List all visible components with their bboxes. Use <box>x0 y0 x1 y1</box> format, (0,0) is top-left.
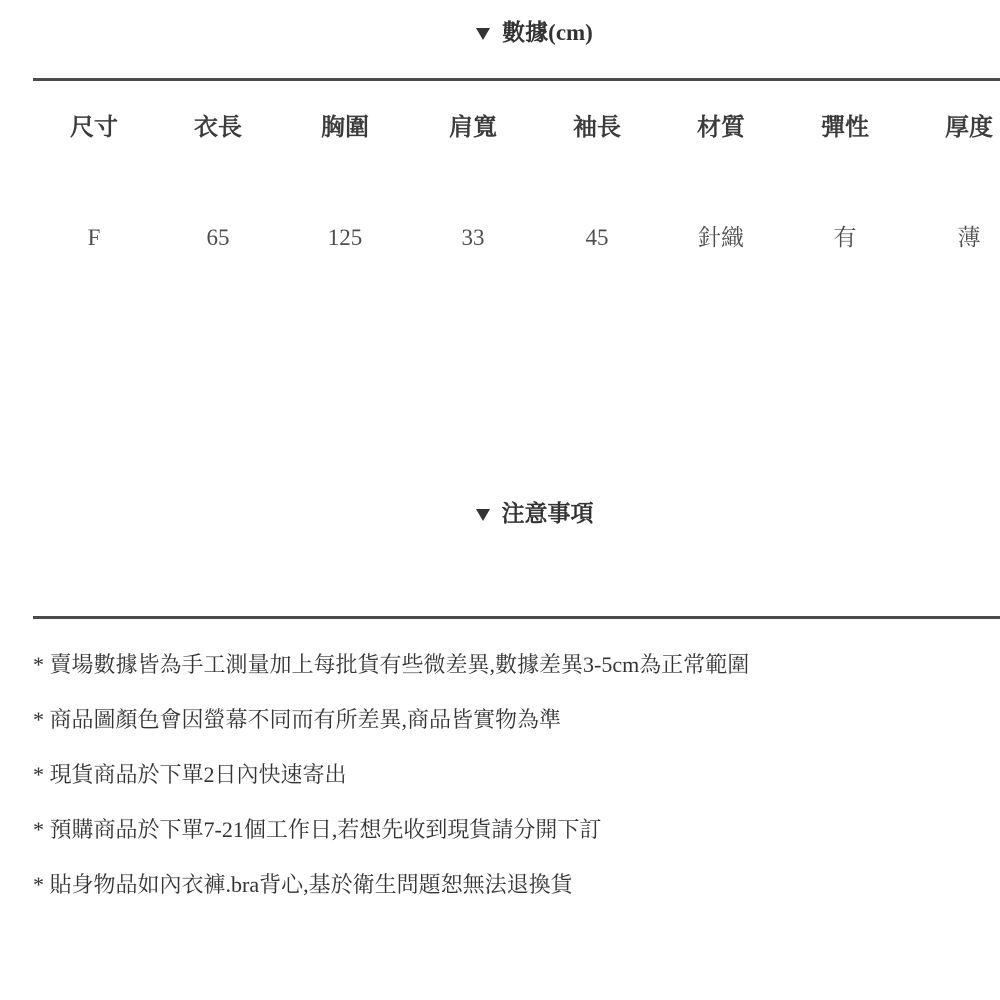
list-item: * 貼身物品如內衣褲.bra背心,基於衛生問題恕無法退換貨 <box>33 872 573 897</box>
list-item: * 現貨商品於下單2日內快速寄出 <box>33 762 347 787</box>
list-item: * 商品圖顏色會因螢幕不同而有所差異,商品皆實物為準 <box>33 707 562 732</box>
cell-size: F <box>87 225 101 250</box>
cell-material: 針織 <box>698 225 744 250</box>
notes-section-title <box>69 499 1000 529</box>
triangle-down-icon <box>476 509 490 521</box>
cell-chest: 125 <box>327 225 363 250</box>
header-cell-elasticity: 彈性 <box>821 114 869 141</box>
cell-sleeve: 45 <box>585 225 609 250</box>
header-cell-material: 材質 <box>697 114 745 141</box>
cell-shoulder: 33 <box>461 225 485 250</box>
header-cell-length: 衣長 <box>194 114 242 141</box>
notes-list <box>33 637 983 912</box>
header-cell-shoulder: 肩寬 <box>449 114 497 141</box>
list-item: * 賣場數據皆為手工測量加上每批貨有些微差異,數據差異3-5cm為正常範圍 <box>33 652 750 677</box>
notes-section-title-text: 注意事項 <box>501 501 594 526</box>
header-cell-thickness: 厚度 <box>945 114 993 141</box>
header-cell-chest: 胸圍 <box>321 114 369 141</box>
cell-thickness: 薄 <box>957 225 981 250</box>
table-row <box>0 223 1000 253</box>
cell-length: 65 <box>206 225 230 250</box>
list-item: * 預購商品於下單7-21個工作日,若想先收到現貨請分開下訂 <box>33 817 602 842</box>
notes-section-divider <box>33 616 1000 619</box>
size-table <box>0 0 1000 300</box>
table-header-row <box>0 113 1000 143</box>
size-section-title-text: 數據(cm) <box>502 20 593 45</box>
cell-elasticity: 有 <box>833 225 857 250</box>
header-cell-size: 尺寸 <box>70 114 118 141</box>
header-cell-sleeve: 袖長 <box>573 114 621 141</box>
